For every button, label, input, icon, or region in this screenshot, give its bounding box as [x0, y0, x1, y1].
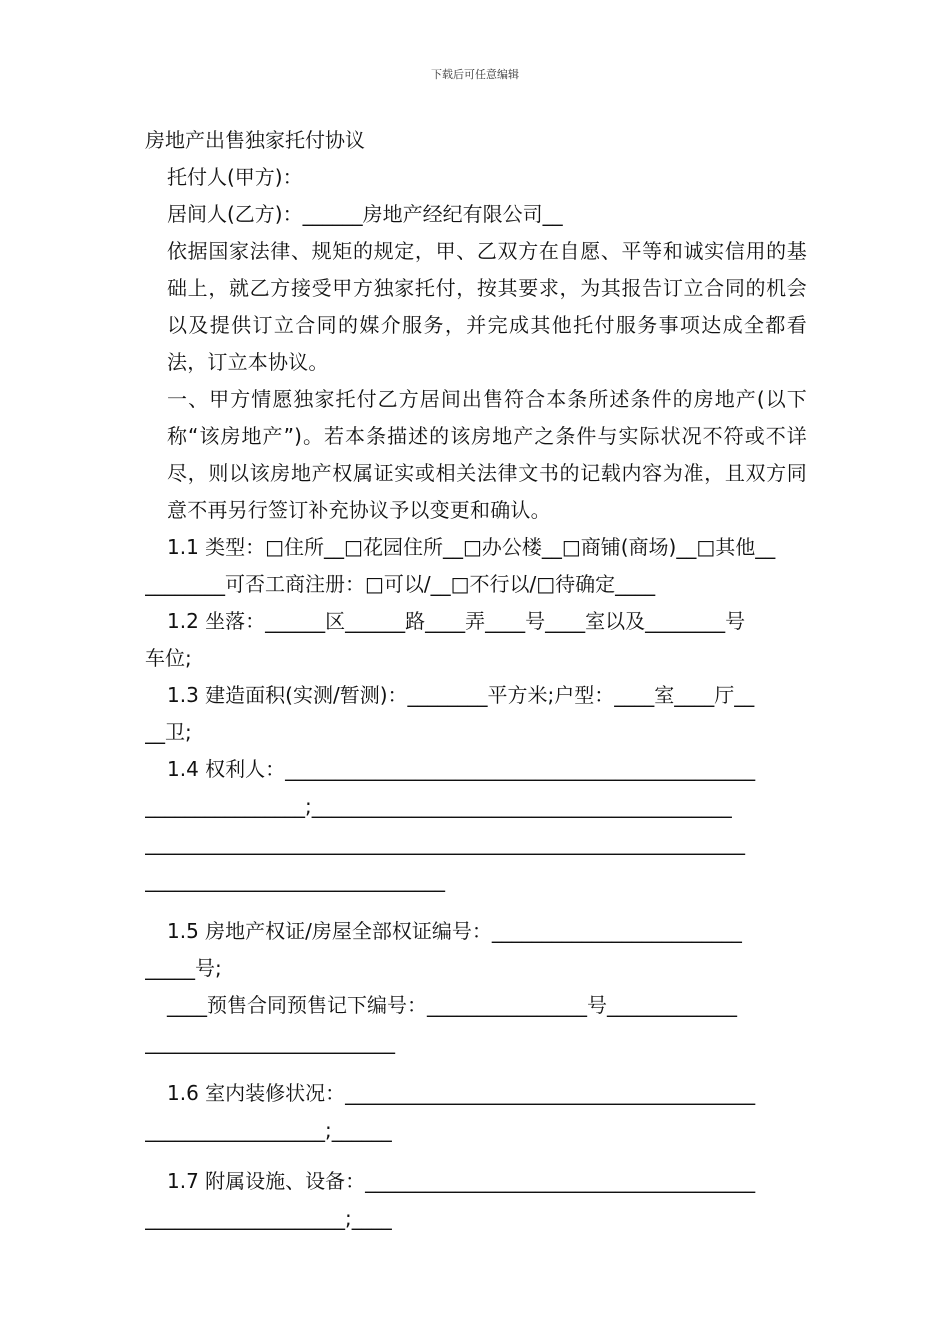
- document-body: [145, 122, 807, 1237]
- item-1-1-line-2: ________可否工商注册：□可以/__□不行以/□待确定____: [145, 572, 656, 596]
- item-1-1-line-1: 1.1 类型：□住所__□花园住所__□办公楼__□商铺(商场)__□其他__: [167, 535, 776, 559]
- item-1-5-line-4: _________________________: [145, 1030, 395, 1054]
- item-1-5-line-3: ____预售合同预售记下编号：________________号_____________: [167, 993, 737, 1017]
- party-b-line: 居间人(乙方)：______房地产经纪有限公司__: [167, 202, 563, 226]
- item-1-4-line-2: ________________;__________________________________________: [145, 794, 732, 818]
- item-1-5-line-1: 1.5 房地产权证/房屋全部权证编号：_________________________: [167, 919, 742, 943]
- item-1-3-line-2: __卫;: [145, 720, 192, 744]
- item-1-2-line-2: 车位;: [145, 646, 192, 670]
- item-1-4-line-3: ____________________________________________________________: [145, 831, 745, 855]
- item-1-2-line-1: 1.2 坐落：______区______路____弄____号____室以及________号: [167, 609, 746, 633]
- page-header-note: 下载后可任意编辑: [431, 68, 519, 81]
- item-1-6-line-2: __________________;______: [145, 1118, 392, 1142]
- item-1-6-line-1: 1.6 室内装修状况：_________________________________________: [167, 1081, 756, 1105]
- clause-1-paragraph: 一、甲方情愿独家托付乙方居间出售符合本条所述条件的房地产(以下称“该房地产”)。若本条描述的该房地产之条件与实际状况不符或不详尽，则以该房地产权属证实或相关法律文书的记载内容为准，且双方同意不再另行签订补充协议予以变更和确认。: [167, 387, 807, 522]
- document-title: 房地产出售独家托付协议: [145, 128, 365, 152]
- item-1-7-line-1: 1.7 附属设施、设备：_______________________________________: [167, 1169, 756, 1193]
- intro-paragraph: 依据国家法律、规矩的规定，甲、乙双方在自愿、平等和诚实信用的基础上，就乙方接受甲方独家托付，按其要求，为其报告订立合同的机会以及提供订立合同的媒介服务，并完成其他托付服务事项达成全都看法，订立本协议。: [167, 239, 807, 374]
- party-a-line: 托付人(甲方)：: [167, 165, 303, 189]
- item-1-5-line-2: _____号;: [145, 956, 222, 980]
- item-1-4-line-4: ______________________________: [145, 868, 445, 892]
- item-1-4-line-1: 1.4 权利人：_______________________________________________: [167, 757, 756, 781]
- item-1-3-line-1: 1.3 建造面积(实测/暂测)：________平方米;户型：____室____厅__: [167, 683, 755, 707]
- item-1-7-line-2: ____________________;____: [145, 1206, 392, 1230]
